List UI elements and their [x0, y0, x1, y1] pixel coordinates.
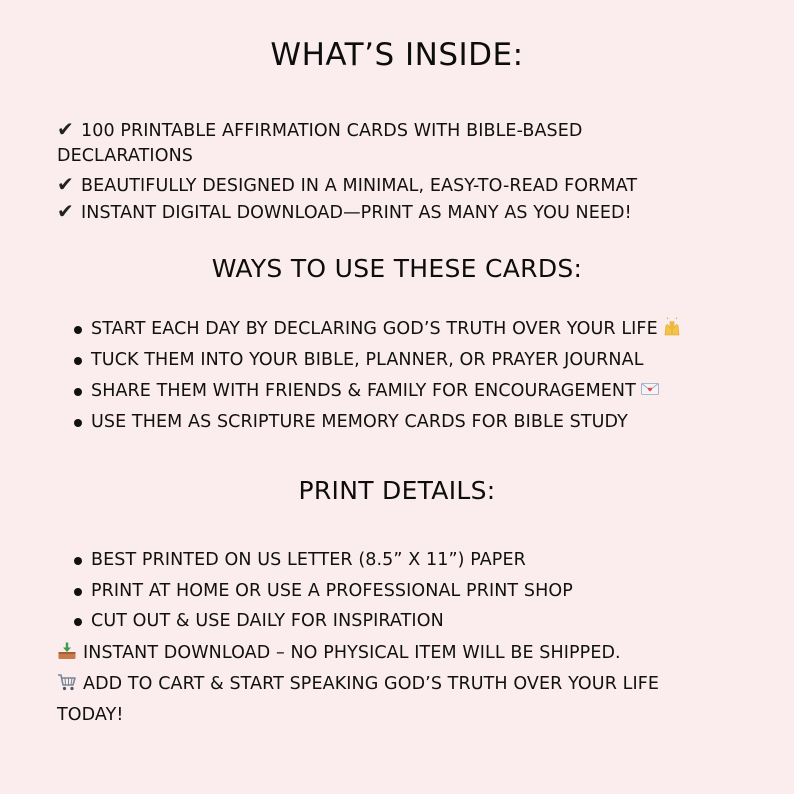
inside-item-3-line1: INSTANT DIGITAL DOWNLOAD—PRINT AS MANY AS YOU NEED! [81, 203, 632, 223]
cart-note [57, 671, 659, 698]
bullet-icon [74, 588, 82, 596]
ways-to-use-heading: WAYS TO USE THESE CARDS: [211, 254, 583, 283]
inside-item-1-line2: DECLARATIONS [57, 146, 193, 166]
inside-item-3 [57, 198, 632, 227]
ways-item-2 [91, 347, 644, 374]
bullet-icon [74, 357, 82, 365]
ways-item-2-text: TUCK THEM INTO YOUR BIBLE, PLANNER, OR PRAYER JOURNAL [91, 350, 644, 370]
ways-item-1-text: START EACH DAY BY DECLARING GOD’S TRUTH OVER YOUR LIFE [91, 319, 658, 339]
print-item-2-text: PRINT AT HOME OR USE A PROFESSIONAL PRINT SHOP [91, 581, 573, 601]
inside-item-2-line1: BEAUTIFULLY DESIGNED IN A MINIMAL, EASY-TO-READ FORMAT [81, 176, 638, 196]
download-note-text: INSTANT DOWNLOAD – NO PHYSICAL ITEM WILL BE SHIPPED. [83, 643, 621, 663]
cart-note-cont [57, 702, 124, 729]
ways-item-4 [91, 409, 628, 436]
ways-item-1 [91, 316, 682, 343]
check-mark-icon: ✔ [57, 172, 74, 196]
love-letter-icon [640, 379, 660, 399]
cart-note-text: ADD TO CART & START SPEAKING GOD’S TRUTH OVER YOUR LIFE [83, 674, 660, 694]
bullet-icon [74, 388, 82, 396]
print-details-heading: PRINT DETAILS: [298, 476, 496, 505]
bullet-icon [74, 618, 82, 626]
bullet-icon [74, 557, 82, 565]
print-item-3-text: CUT OUT & USE DAILY FOR INSPIRATION [91, 611, 444, 631]
raising-hands-icon [662, 317, 682, 337]
inbox-download-icon [57, 641, 77, 661]
ways-item-3-text: SHARE THEM WITH FRIENDS & FAMILY FOR ENCOURAGEMENT [91, 381, 636, 401]
inside-item-1-cont [57, 143, 193, 170]
check-mark-icon: ✔ [57, 199, 74, 223]
inside-item-2 [57, 171, 637, 200]
print-item-2 [91, 578, 573, 605]
print-item-3 [91, 608, 444, 635]
ways-item-4-text: USE THEM AS SCRIPTURE MEMORY CARDS FOR BIBLE STUDY [91, 412, 628, 432]
ways-item-3 [91, 378, 660, 405]
bullet-icon [74, 419, 82, 427]
whats-inside-heading: WHAT’S INSIDE: [270, 37, 524, 73]
print-item-1-text: BEST PRINTED ON US LETTER (8.5” X 11”) PAPER [91, 550, 526, 570]
cart-note-line2: TODAY! [57, 705, 124, 725]
shopping-cart-icon [57, 672, 77, 692]
check-mark-icon: ✔ [57, 117, 74, 141]
bullet-icon [74, 326, 82, 334]
inside-item-1 [57, 116, 582, 145]
print-item-1 [91, 547, 526, 574]
inside-item-1-line1: 100 PRINTABLE AFFIRMATION CARDS WITH BIBLE-BASED [81, 121, 583, 141]
download-note [57, 640, 621, 667]
